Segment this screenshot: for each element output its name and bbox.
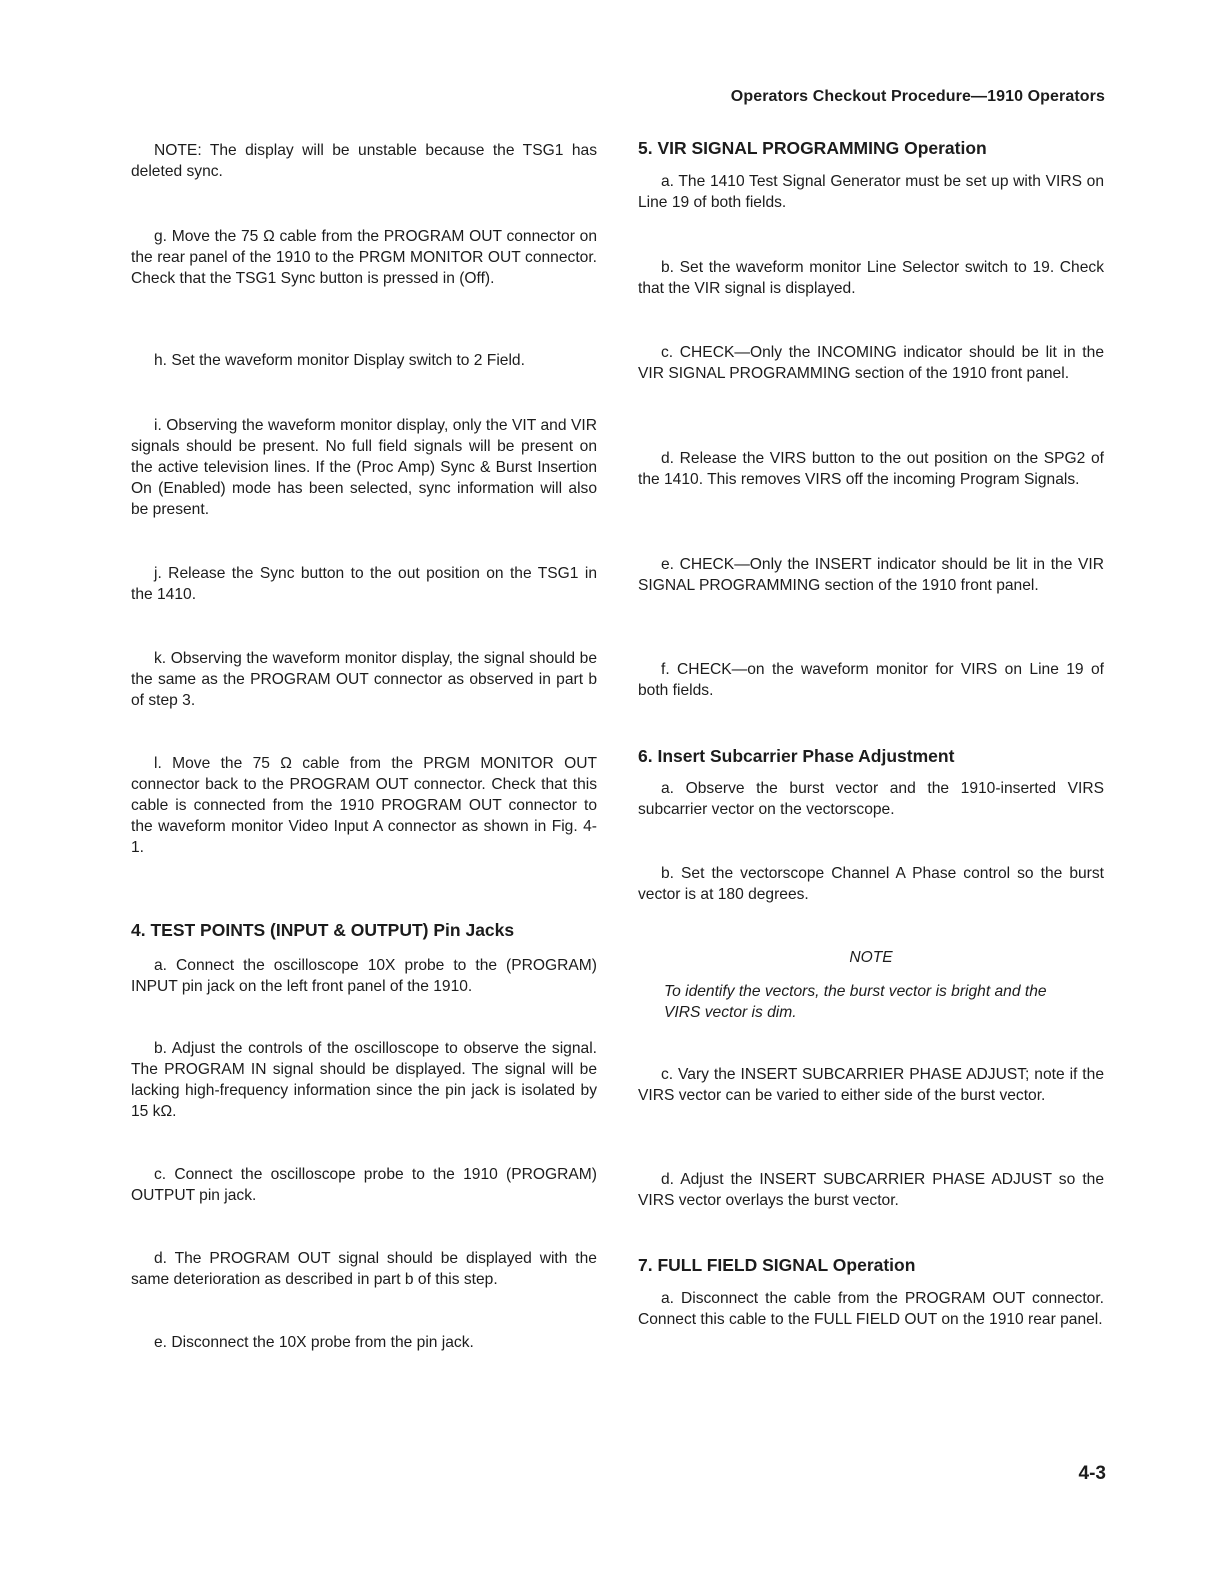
step-l: l. Move the 75 Ω cable from the PRGM MONITOR OUT connector back to the PROGRAM OUT connector. Check that this cable is connected from the 1910 PROGRAM OUT connector to the waveform monitor Video Input A connector as shown in Fig. 4-1.: [131, 755, 597, 856]
step-i: i. Observing the waveform monitor display, only the VIT and VIR signals should be present. No full field signals will be present on the active television lines. If the (Proc Amp) Sync & Burst Insertion On (Enabled) mode has been selected, sync information will also be present.: [131, 417, 597, 518]
section-6-step-c: c. Vary the INSERT SUBCARRIER PHASE ADJUST; note if the VIRS vector can be varied to either side of the burst vector.: [638, 1066, 1104, 1104]
left-column: [131, 0, 597, 1581]
section-5-step-a: a. The 1410 Test Signal Generator must be set up with VIRS on Line 19 of both fields.: [638, 173, 1104, 211]
section-4-step-b: b. Adjust the controls of the oscilloscope to observe the signal. The PROGRAM IN signal should be displayed. The signal will be lacking high-frequency information since the pin jack is isolated by 15 kΩ.: [131, 1040, 597, 1120]
note-paragraph: NOTE: The display will be unstable because the TSG1 has deleted sync.: [131, 142, 597, 180]
section-5-step-c: c. CHECK—Only the INCOMING indicator should be lit in the VIR SIGNAL PROGRAMMING section of the 1910 front panel.: [638, 344, 1104, 382]
step-h: h. Set the waveform monitor Display switch to 2 Field.: [154, 352, 525, 369]
section-4-heading: 4. TEST POINTS (INPUT & OUTPUT) Pin Jacks: [131, 920, 515, 940]
section-4-step-d: d. The PROGRAM OUT signal should be displayed with the same deterioration as described in part b of this step.: [131, 1250, 597, 1288]
section-6-step-a: a. Observe the burst vector and the 1910-inserted VIRS subcarrier vector on the vectorscope.: [638, 780, 1104, 818]
right-column: [638, 0, 1104, 1581]
note-body: To identify the vectors, the burst vector is bright and the VIRS vector is dim.: [664, 983, 1047, 1021]
section-6-step-b: b. Set the vectorscope Channel A Phase control so the burst vector is at 180 degrees.: [638, 865, 1104, 903]
section-5-step-f: f. CHECK—on the waveform monitor for VIRS on Line 19 of both fields.: [638, 661, 1104, 699]
section-4-step-c: c. Connect the oscilloscope probe to the 1910 (PROGRAM) OUTPUT pin jack.: [131, 1166, 597, 1204]
note-title: NOTE: [849, 949, 893, 966]
section-5-step-d: d. Release the VIRS button to the out position on the SPG2 of the 1410. This removes VIRS off the incoming Program Signals.: [638, 450, 1104, 488]
section-5-step-e: e. CHECK—Only the INSERT indicator should be lit in the VIR SIGNAL PROGRAMMING section of the 1910 front panel.: [638, 556, 1104, 594]
section-7-heading: 7. FULL FIELD SIGNAL Operation: [638, 1255, 916, 1275]
page-number: 4-3: [1078, 1463, 1106, 1484]
section-6-heading: 6. Insert Subcarrier Phase Adjustment: [638, 746, 955, 766]
section-6-step-d: d. Adjust the INSERT SUBCARRIER PHASE ADJUST so the VIRS vector overlays the burst vector.: [638, 1171, 1104, 1209]
section-4-step-e: e. Disconnect the 10X probe from the pin jack.: [154, 1334, 474, 1351]
section-5-step-b: b. Set the waveform monitor Line Selector switch to 19. Check that the VIR signal is displayed.: [638, 259, 1104, 297]
step-k: k. Observing the waveform monitor display, the signal should be the same as the PROGRAM OUT connector as observed in part b of step 3.: [131, 650, 597, 709]
section-4-step-a: a. Connect the oscilloscope 10X probe to the (PROGRAM) INPUT pin jack on the left front panel of the 1910.: [131, 957, 597, 995]
step-g: g. Move the 75 Ω cable from the PROGRAM OUT connector on the rear panel of the 1910 to the PRGM MONITOR OUT connector. Check that the TSG1 Sync button is pressed in (Off).: [131, 228, 597, 287]
section-5-heading: 5. VIR SIGNAL PROGRAMMING Operation: [638, 138, 987, 158]
section-7-step-a: a. Disconnect the cable from the PROGRAM OUT connector. Connect this cable to the FULL FIELD OUT on the 1910 rear panel.: [638, 1290, 1104, 1328]
running-header: Operators Checkout Procedure—1910 Operators: [730, 88, 1105, 105]
step-j: j. Release the Sync button to the out position on the TSG1 in the 1410.: [131, 565, 597, 603]
